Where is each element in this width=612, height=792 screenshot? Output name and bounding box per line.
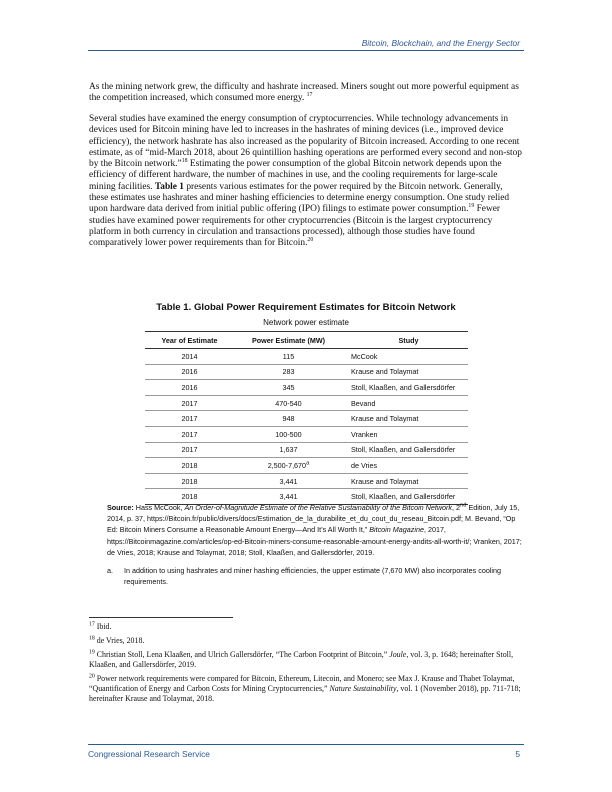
cell-year: 2018 [145, 489, 234, 505]
cell-year: 2017 [145, 426, 234, 442]
table-row [145, 380, 468, 396]
cell-year: 2014 [145, 349, 234, 365]
table-note-marker: a [306, 460, 310, 467]
footnote-ref-19[interactable]: 19 [468, 203, 475, 210]
paragraph-mining-growth: As the mining network grew, the difficulty and hashrate increased. Miners sought out more powerful equipment as the competition increased, which consumed more energy. $^{17}$ [89, 82, 519, 104]
table-1-reference: Table 1 [154, 181, 184, 192]
running-header [88, 36, 524, 51]
cell-power: 3,441 [234, 473, 343, 489]
cell-year: 2017 [145, 395, 234, 411]
footnote-divider [89, 617, 233, 618]
table-row [145, 411, 468, 427]
cell-power: 283 [234, 364, 343, 380]
table-row [145, 442, 468, 458]
footnote-ref-18[interactable]: 18 [181, 158, 188, 165]
footnote-ref-20[interactable]: 20 [307, 237, 314, 244]
footnote-17: $^{17}$ Ibid. [89, 621, 112, 631]
table-row [145, 395, 468, 411]
cell-year: 2017 [145, 442, 234, 458]
cell-year: 2016 [145, 380, 234, 396]
cell-study: Krause and Tolaymat [343, 364, 468, 380]
power-estimate-table [145, 331, 468, 505]
cell-year: 2017 [145, 411, 234, 427]
cell-study: Krause and Tolaymat [343, 411, 468, 427]
cell-study: de Vries [343, 458, 468, 474]
cell-power: 3,441 [234, 489, 343, 505]
table-source: Source: Hass McCook, An Order-of-Magnitude Estimate of the Relative Sustainability of the Bitcoin Network, 2nd Edition, July 15, 2014, p. 37, https://Bitcoin.fr/public/divers/docs/Estimation_de_la_durabilite_et_du_cout_du_reseau_Bitcoin.pdf; M. Bevand, “Op Ed: Bitcoin Miners Consume a Reasonable Amount Energy—And It’s All Worth It,” Bitcoin Magazine, 2017, https://Bitcoinmagazine.com/articles/op-ed-Bitcoin-miners-consume-reasonable-amount-energy-andits-all-worth-it/; Vranken, 2017; de Vries, 2018; Krause and Tolaymat, 2018; Stoll, Klaaßen, and Gallersdörfer, 2019. [107, 502, 522, 557]
footer-org: Congressional Research Service [88, 749, 210, 759]
footnote-20: $^{20}$ Power network requirements were compared for Bitcoin, Ethereum, Litecoin, and Monero; see Max J. Krause and Thabet Tolaymat, “Quantification of Energy and Carbon Costs for Mining Cryptocurrencies,” Nature Sustainability, vol. 1 (November 2018), pp. 711-718; hereinafter Krause and Tolaymat, 2018. [89, 673, 521, 703]
note-label: a. [107, 566, 113, 575]
note-text: In addition to using hashrates and miner hashing efficiencies, the upper estimate (7,670 MW) also incorporates cooling requirements. [124, 566, 502, 586]
footnote-ref-17[interactable]: 17 [306, 92, 313, 99]
cell-year: 2018 [145, 458, 234, 474]
cell-study: McCook [343, 349, 468, 365]
paragraph-energy-studies: Several studies have examined the energy consumption of cryptocurrencies. While technology advancements in devices used for Bitcoin mining have led to increases in the hashrates of mining devices (i.e., improved device efficiency), the network hashrate has also increased as the popularity of Bitcoin increased. According to one recent estimate, as of “mid-March 2018, about 26 quintillion hashing operations are performed every second and non-stop by the Bitcoin network.”$^{18}$ Estimating the power consumption of the global Bitcoin network depends upon the efficiency of different hardware, the number of machines in use, and the cooling requirements for large-scale mining facilities. Table 1 presents various estimates for the power required by the Bitcoin network. Generally, these estimates use hashrates and miner hashing efficiencies to determine energy consumption. One study relied upon hardware data derived from initial public offering (IPO) filings to estimate power consumption.$^{19}$ Fewer studies have examined power requirements for other cryptocurrencies (Bitcoin is the largest cryptocurrency platform in both currency in circulation and transactions processed), although those studies have found comparatively lower power requirements than for Bitcoin.$^{20}$ [89, 114, 522, 249]
header-title: Bitcoin, Blockchain, and the Energy Sector [361, 38, 520, 48]
cell-study: Stoll, Klaaßen, and Gallersdörfer [343, 380, 468, 396]
cell-power: 115 [234, 349, 343, 365]
table-note [107, 566, 525, 587]
cell-year: 2018 [145, 473, 234, 489]
page-number: 5 [515, 749, 520, 759]
cell-study: Vranken [343, 426, 468, 442]
cell-power: 948 [234, 411, 343, 427]
cell-study: Krause and Tolaymat [343, 473, 468, 489]
table-row [145, 426, 468, 442]
table-title: Table 1. Global Power Requirement Estimates for Bitcoin Network [156, 302, 456, 313]
column-header-power: Power Estimate (MW) [234, 332, 343, 349]
footnote-19: $^{19}$ Christian Stoll, Lena Klaaßen, and Ulrich Gallersdörfer, “The Carbon Footprint of Bitcoin,” Joule, vol. 3, p. 1648; hereinafter Stoll, Klaaßen, and Gallersdörfer, 2019. [89, 649, 514, 669]
cell-power: 1,637 [234, 442, 343, 458]
cell-power: 345 [234, 380, 343, 396]
cell-power: 470-540 [234, 395, 343, 411]
table-header-row [145, 332, 468, 349]
cell-study: Stoll, Klaaßen, and Gallersdörfer [343, 442, 468, 458]
footnote-18: $^{18}$ de Vries, 2018. [89, 635, 145, 645]
cell-power: 100-500 [234, 426, 343, 442]
table-row [145, 364, 468, 380]
column-header-study: Study [343, 332, 468, 349]
page-footer [88, 744, 524, 759]
cell-year: 2016 [145, 364, 234, 380]
table-row [145, 349, 468, 365]
source-label: Source: [107, 503, 134, 512]
column-header-year: Year of Estimate [145, 332, 234, 349]
table-row [145, 473, 468, 489]
cell-power: 2,500-7,670$^a$ [234, 458, 343, 474]
cell-study: Bevand [343, 395, 468, 411]
table-row [145, 458, 468, 474]
table-subtitle: Network power estimate [263, 318, 349, 327]
cell-study: Stoll, Klaaßen, and Gallersdörfer [343, 489, 468, 505]
footnotes [89, 622, 523, 708]
